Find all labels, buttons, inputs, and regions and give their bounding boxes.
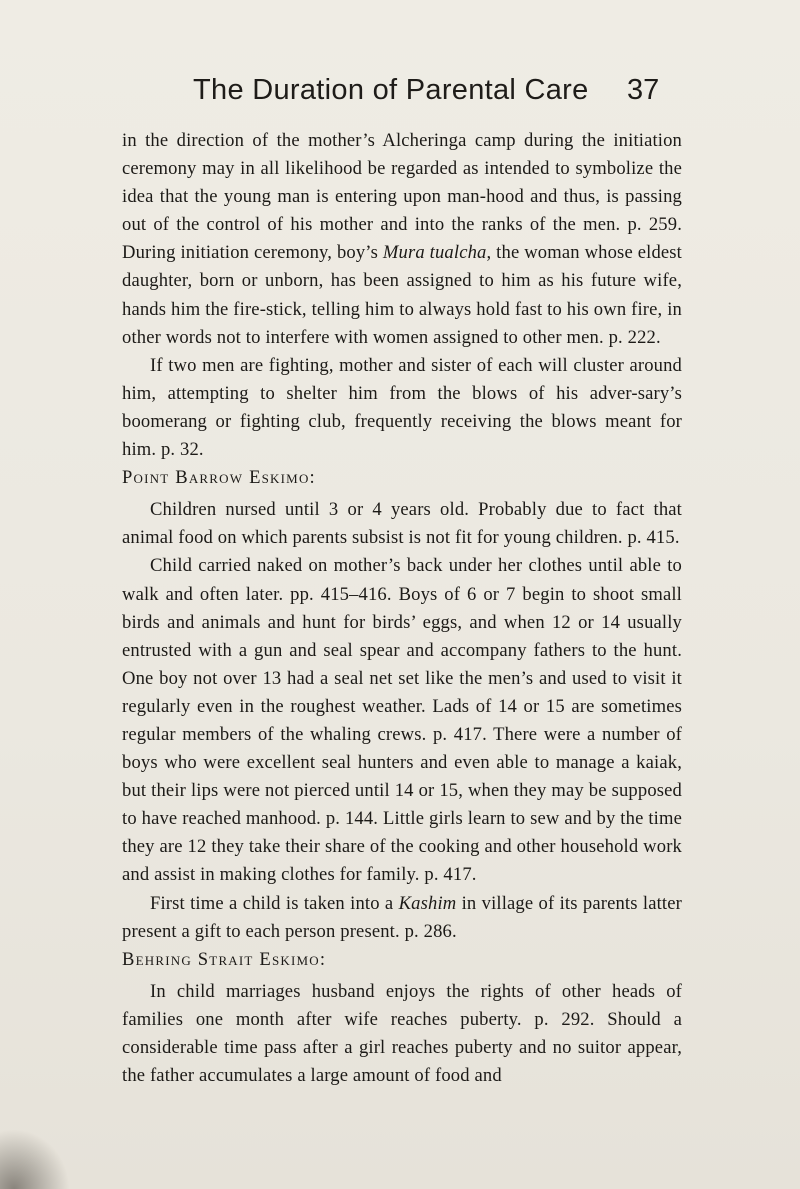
- paragraph: [122, 890, 682, 946]
- section-heading: Point Barrow Eskimo:: [122, 467, 316, 489]
- text-run: , the woman whose eldest daughter, born or unborn, has been assigned to him as his future wife, hands him the fire-stick, telling him to always hold fast to his own fire, in other words not to interfere with women assigned to other men. p. 222.: [122, 242, 682, 348]
- page-smudge: [0, 1129, 70, 1189]
- paragraph: Child carried naked on mother’s back under her clothes until able to walk and often later. pp. 415–416. Boys of 6 or 7 begin to shoot small birds and animals and hunt for birds’ eggs, and when 12 or 14 usually entrusted with a gun and seal spear and accompany fathers to the hunt. One boy not over 13 had a seal net set like the men’s and used to visit it regularly even in the roughest weather. Lads of 14 or 15 are sometimes regular members of the whaling crews. p. 417. There were a number of boys who were excellent seal hunters and even able to manage a kaiak, but their lips were not pierced until 14 or 15, when they may be supposed to have reached manhood. p. 144. Little girls learn to sew and by the time they are 12 they take their share of the cooking and other household work and assist in making clothes for family. p. 417.: [122, 555, 682, 886]
- paragraph: In child marriages husband enjoys the rights of other heads of families one month after wife reaches puberty. p. 292. Should a considerable time pass after a girl reaches puberty and no suitor appear, the father accumulates a large amount of food and: [122, 980, 682, 1087]
- italic-term: Mura tualcha: [382, 242, 487, 264]
- section-heading: Behring Strait Eskimo:: [122, 948, 327, 970]
- text-run: in village of its parents latter present a gift to each person present. p. 286.: [122, 892, 682, 942]
- text-run: First time a child is taken into a: [150, 892, 399, 914]
- page-number: 37: [627, 74, 660, 106]
- chapter-title: The Duration of Parental Care: [193, 74, 589, 106]
- paragraph: [122, 127, 682, 352]
- body-text: [122, 127, 682, 1090]
- running-head: [0, 74, 800, 118]
- text-run: in the direction of the mother’s Alcheringa camp during the initiation ceremony may in all likelihood be regarded as intended to symbolize the idea that the young man is entering upon man-hood and thus, is passing out of the control of his mother and into the ranks of the men. p. 259. During initiation ceremony, boy’s: [122, 130, 682, 264]
- paragraph: Children nursed until 3 or 4 years old. Probably due to fact that animal food on which parents subsist is not fit for young children. p. 415.: [122, 499, 682, 549]
- paragraph: If two men are fighting, mother and sister of each will cluster around him, attempting to shelter him from the blows of his adver-sary’s boomerang or fighting club, frequently receiving the blows meant for him. p. 32.: [122, 354, 682, 461]
- italic-term: Kashim: [398, 892, 457, 914]
